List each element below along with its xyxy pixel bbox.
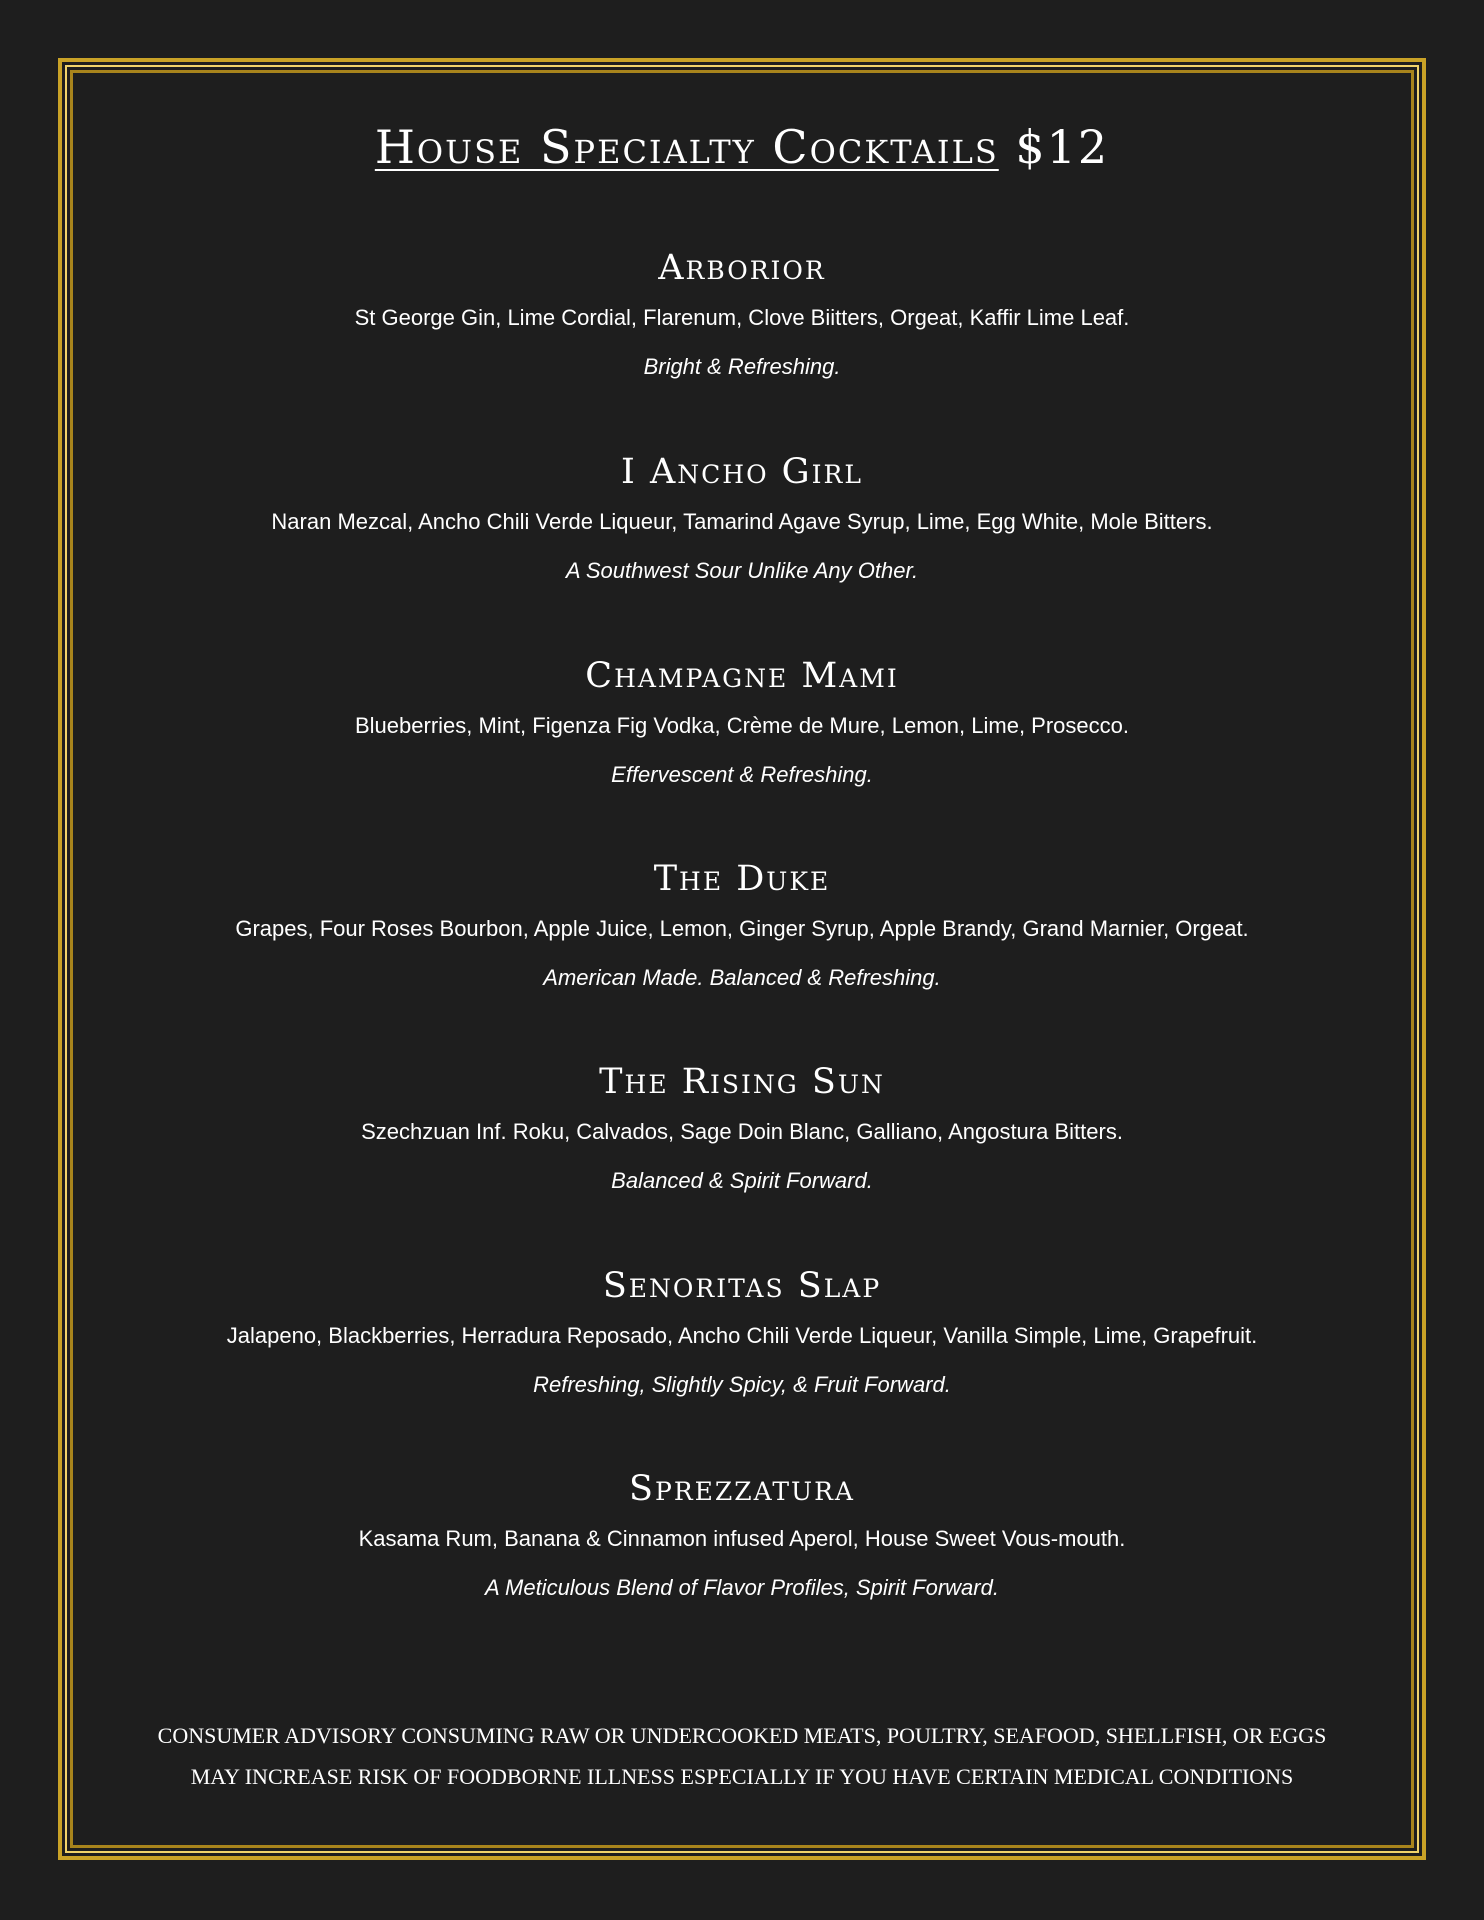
cocktail-tagline: Effervescent & Refreshing. xyxy=(611,762,873,787)
cocktail-ingredients: Kasama Rum, Banana & Cinnamon infused Aperol, House Sweet Vous-mouth. xyxy=(358,1526,1126,1551)
cocktail-tagline: A Meticulous Blend of Flavor Profiles, Spirit Forward. xyxy=(485,1575,999,1600)
cocktail-tagline: A Southwest Sour Unlike Any Other. xyxy=(565,558,919,583)
cocktail-tagline: Balanced & Spirit Forward. xyxy=(611,1168,873,1193)
cocktail-name: I Ancho Girl xyxy=(621,452,863,492)
menu-title-text: House Specialty Cocktails xyxy=(374,120,999,174)
cocktail-ingredients: St George Gin, Lime Cordial, Flarenum, Clove Biitters, Orgeat, Kaffir Lime Leaf. xyxy=(354,305,1130,330)
cocktail-item xyxy=(70,857,1414,992)
cocktail-name: The Duke xyxy=(653,859,831,899)
cocktail-item xyxy=(70,1467,1414,1602)
menu-title xyxy=(70,120,1414,174)
cocktail-tagline: Bright & Refreshing. xyxy=(643,354,841,379)
menu-content xyxy=(70,70,1414,1848)
cocktail-name: Arborior xyxy=(658,248,826,288)
cocktail-ingredients: Blueberries, Mint, Figenza Fig Vodka, Crème de Mure, Lemon, Lime, Prosecco. xyxy=(354,713,1129,738)
cocktail-item xyxy=(70,1264,1414,1399)
cocktail-ingredients: Naran Mezcal, Ancho Chili Verde Liqueur, Tamarind Agave Syrup, Lime, Egg White, Mole Bitters. xyxy=(271,509,1213,534)
cocktail-name: Senoritas Slap xyxy=(602,1266,882,1306)
cocktail-item xyxy=(70,246,1414,381)
cocktail-ingredients: Szechzuan Inf. Roku, Calvados, Sage Doin Blanc, Galliano, Angostura Bitters. xyxy=(361,1119,1123,1144)
cocktail-name: The Rising Sun xyxy=(599,1062,885,1102)
advisory-line: CONSUMER ADVISORY CONSUMING RAW OR UNDERCOOKED MEATS, POULTRY, SEAFOOD, SHELLFISH, OR EGGS xyxy=(157,1723,1327,1748)
cocktail-item xyxy=(70,450,1414,585)
cocktail-tagline: American Made. Balanced & Refreshing. xyxy=(543,965,941,990)
cocktail-tagline: Refreshing, Slightly Spicy, & Fruit Forward. xyxy=(533,1372,951,1397)
menu-title-price: $12 xyxy=(1015,120,1110,174)
cocktail-name: Sprezzatura xyxy=(629,1469,855,1509)
cocktail-item xyxy=(70,1060,1414,1195)
cocktail-ingredients: Jalapeno, Blackberries, Herradura Reposado, Ancho Chili Verde Liqueur, Vanilla Simple, Lime, Grapefruit. xyxy=(226,1323,1258,1348)
cocktail-ingredients: Grapes, Four Roses Bourbon, Apple Juice, Lemon, Ginger Syrup, Apple Brandy, Grand Marnier, Orgeat. xyxy=(235,916,1249,941)
consumer-advisory xyxy=(70,1715,1414,1797)
advisory-line: MAY INCREASE RISK OF FOODBORNE ILLNESS ESPECIALLY IF YOU HAVE CERTAIN MEDICAL CONDITIONS xyxy=(190,1764,1294,1789)
cocktail-item xyxy=(70,654,1414,789)
cocktail-name: Champagne Mami xyxy=(585,656,899,696)
